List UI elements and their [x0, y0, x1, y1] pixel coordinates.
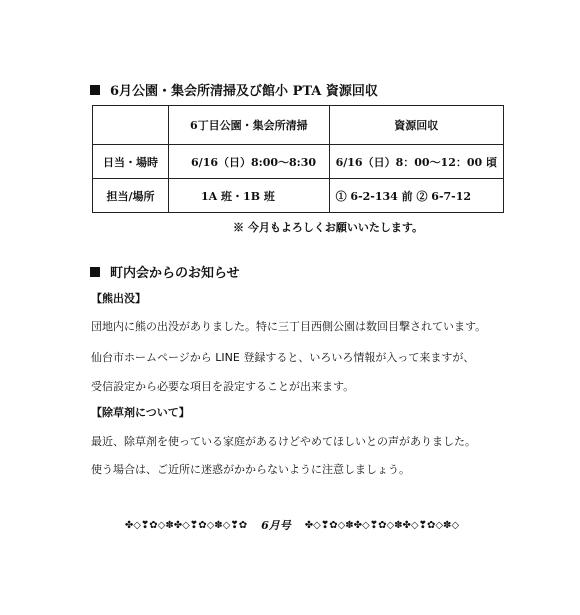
- footer-ornament: [82, 517, 502, 533]
- table-row: [93, 179, 504, 213]
- table-cell: 担当/場所: [93, 179, 169, 213]
- square-bullet-icon: [90, 267, 100, 277]
- paragraph-line: 使う場合は、ご近所に迷惑がかからないように注意しましょう。: [91, 463, 410, 476]
- note-text: ※ 今月もよろしくお願いいたします。: [233, 221, 423, 234]
- bear-heading: 【熊出没】: [91, 292, 146, 305]
- paragraph-line: 仙台市ホームページから LINE 登録すると、いろいろ情報が入って来ますが、: [91, 351, 475, 364]
- ornament-left: ✤◇❣✿◇✽✤◇❣✿◇✽◇❣✿: [124, 519, 248, 531]
- table-header-row: [93, 106, 504, 145]
- table-header-cell: 資源回収: [329, 106, 503, 145]
- table-cell: 1A 班・1B 班: [169, 179, 330, 213]
- square-bullet-icon: [90, 85, 100, 95]
- table-cell: 日当・場時: [93, 145, 169, 179]
- section-title-notices: [90, 262, 240, 281]
- paragraph-line: 団地内に熊の出没がありました。特に三丁目西側公園は数回目撃されています。: [91, 320, 487, 333]
- section-title-cleaning: [90, 80, 378, 99]
- issue-label: 6月号: [261, 519, 291, 532]
- table-cell: ① 6-2-134 前 ② 6-7-12: [329, 179, 503, 213]
- paragraph-line: 受信設定から必要な項目を設定することが出来ます。: [91, 380, 355, 393]
- ornament-right: ✤◇❣✿◇✽✤◇❣✿◇✽✤◇❣✿◇✽◇: [304, 519, 460, 531]
- paragraph-line: 最近、除草剤を使っている家庭があるけどやめてほしいとの声がありました。: [91, 435, 476, 448]
- table-cell: 6/16（日）8:00～8:30: [169, 145, 330, 179]
- table-row: [93, 145, 504, 179]
- section-title-text: 町内会からのお知らせ: [110, 266, 240, 281]
- section-title-text: 6月公園・集会所清掃及び館小 PTA 資源回収: [110, 84, 378, 99]
- herbicide-heading: 【除草剤について】: [91, 406, 190, 419]
- table-header-cell: [93, 106, 169, 145]
- table-cell: 6/16（日）8：00～12：00 頃: [329, 145, 503, 179]
- schedule-table: [92, 105, 504, 213]
- table-header-cell: 6丁目公園・集会所清掃: [169, 106, 330, 145]
